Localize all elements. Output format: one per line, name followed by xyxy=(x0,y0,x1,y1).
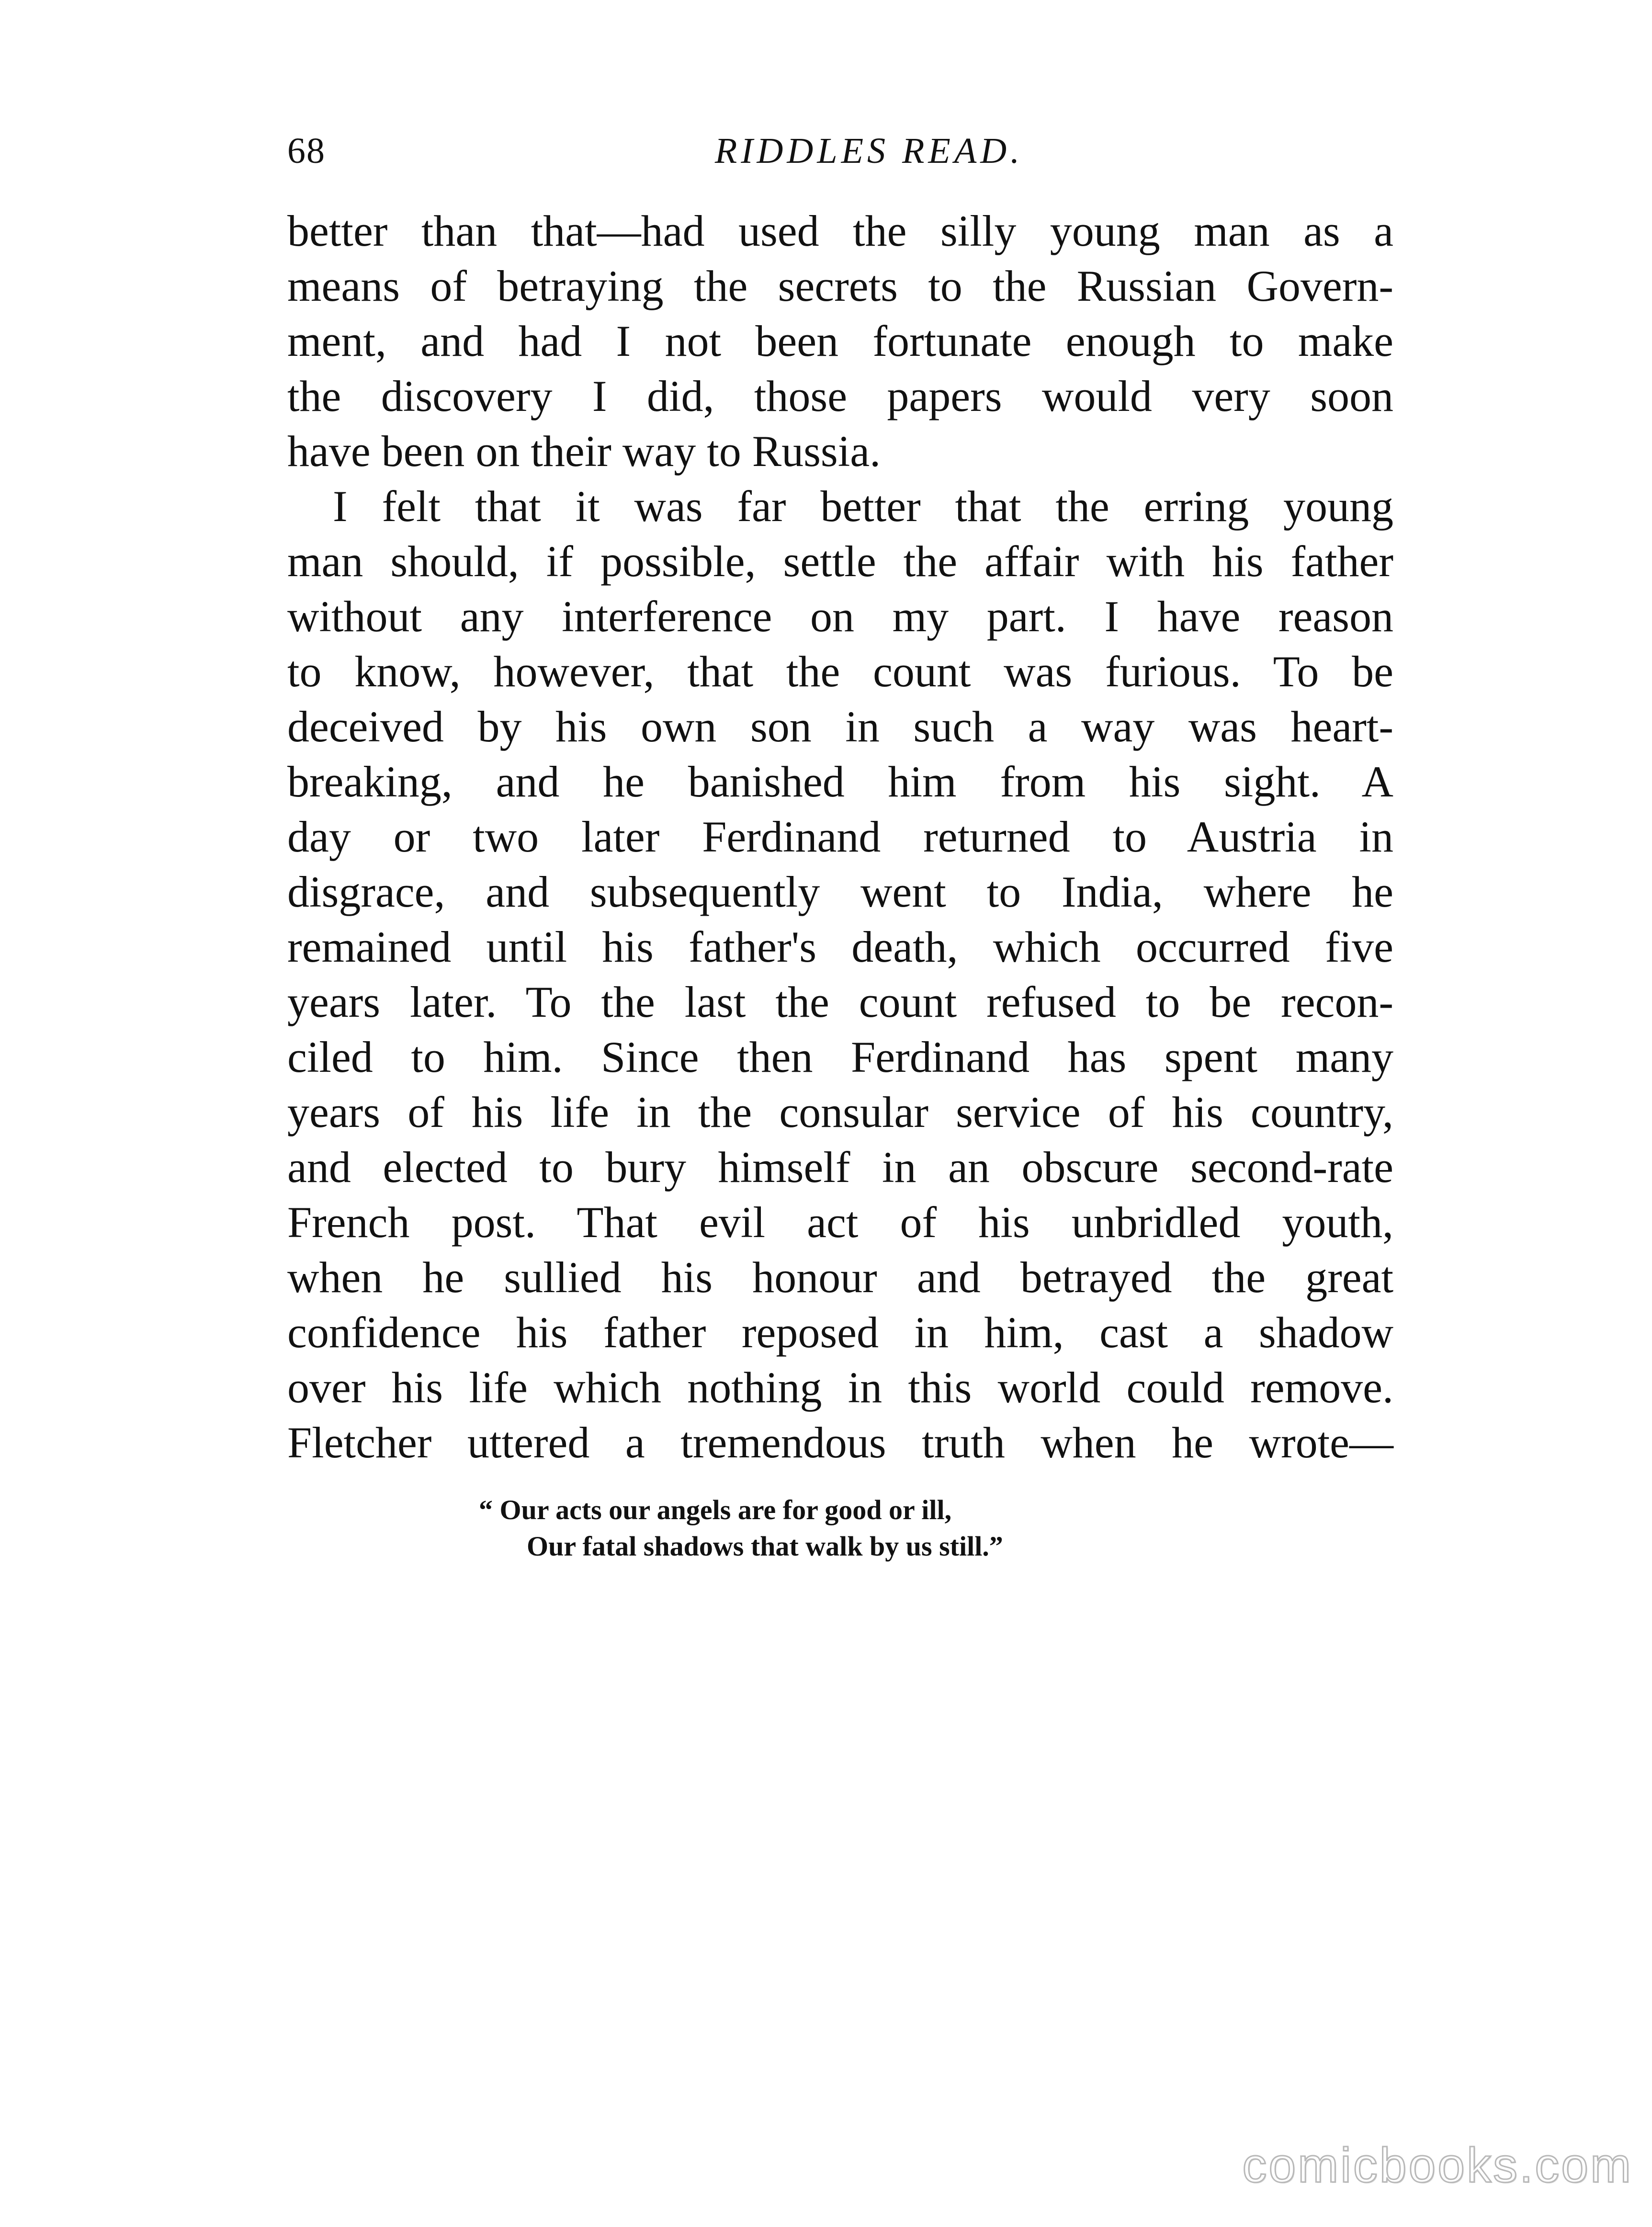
text-line: day or two later Ferdinand returned to Austria in xyxy=(287,812,1393,861)
text-line: years later. To the last the count refused to be recon- xyxy=(287,977,1393,1026)
text-line: I felt that it was far better that the erring young xyxy=(333,482,1393,531)
watermark: comicbooks.com xyxy=(1242,2138,1633,2193)
text-line: years of his life in the consular service of his country, xyxy=(287,1088,1393,1136)
text-line: to know, however, that the count was furious. To be xyxy=(287,647,1393,696)
text-line: breaking, and he banished him from his sight. A xyxy=(287,757,1393,806)
epigraph-quote xyxy=(479,1492,1245,1565)
text-line: the discovery I did, those papers would very soon xyxy=(287,372,1393,420)
text-line: ment, and had I not been fortunate enough to make xyxy=(287,317,1393,365)
verse-line: Our fatal shadows that walk by us still.” xyxy=(527,1531,1003,1562)
text-line: without any interference on my part. I have reason xyxy=(287,592,1393,641)
text-line: over his life which nothing in this world could remove. xyxy=(287,1363,1393,1412)
running-head xyxy=(287,122,1393,180)
text-line: means of betraying the secrets to the Russian Govern- xyxy=(287,261,1393,310)
text-line: man should, if possible, settle the affair with his father xyxy=(287,537,1393,586)
text-line: deceived by his own son in such a way was heart- xyxy=(287,702,1393,751)
text-line: Fletcher uttered a tremendous truth when he wrote— xyxy=(287,1418,1393,1467)
body-text xyxy=(287,204,1393,1470)
paragraph-1 xyxy=(287,204,1393,479)
paragraph-2 xyxy=(287,479,1393,1470)
text-line: better than that—had used the silly young man as a xyxy=(287,206,1393,255)
running-title: RIDDLES READ. xyxy=(714,131,1024,171)
text-line: remained until his father's death, which occurred five xyxy=(287,922,1393,971)
text-line: disgrace, and subsequently went to India, where he xyxy=(287,867,1393,916)
text-line: French post. That evil act of his unbridled youth, xyxy=(287,1198,1393,1247)
text-line: when he sullied his honour and betrayed the great xyxy=(287,1253,1393,1302)
text-line: ciled to him. Since then Ferdinand has spent many xyxy=(287,1033,1393,1081)
text-line: have been on their way to Russia. xyxy=(287,427,881,476)
text-line: and elected to bury himself in an obscure second-rate xyxy=(287,1143,1393,1192)
text-line: confidence his father reposed in him, cast a shadow xyxy=(287,1308,1393,1357)
page-number: 68 xyxy=(287,131,326,171)
verse-line: “ Our acts our angels are for good or ill, xyxy=(479,1494,952,1525)
